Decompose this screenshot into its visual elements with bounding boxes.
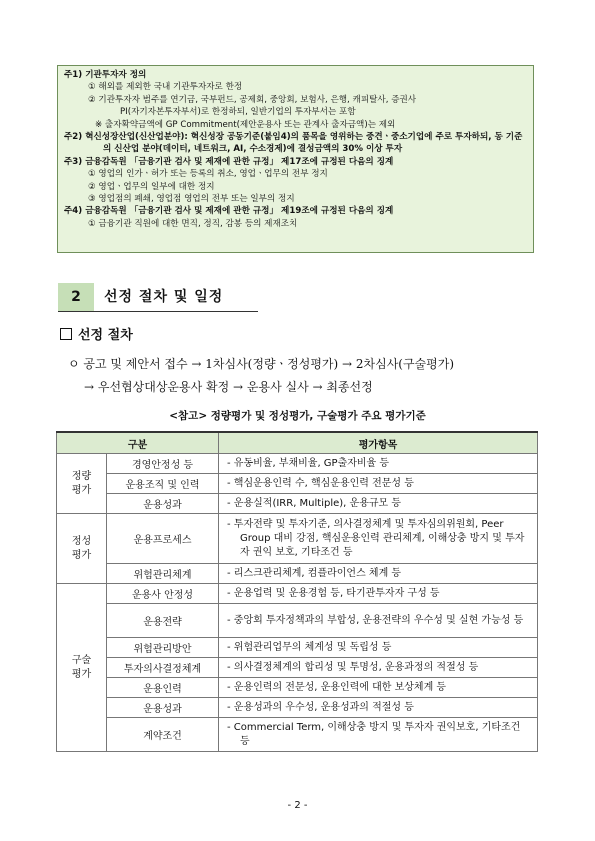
- criteria-items: - 유동비율, 부채비율, GP출자비율 등: [219, 454, 538, 474]
- criteria-items-text: - Commercial Term, 이해상충 방지 및 투자자 권익보호, 기타조건 등: [227, 721, 521, 747]
- criteria-name: 운용사 안정성: [107, 584, 219, 604]
- subsection-title: 선정 절차: [78, 328, 133, 343]
- table-row: [57, 474, 538, 494]
- note-line: PI(자기자본투자부서)로 한정하되, 일반기업의 투자부서는 포함: [120, 107, 356, 118]
- category-oral: 구술 평가: [57, 584, 107, 752]
- category-quantitative: 정량 평가: [57, 454, 107, 514]
- criteria-items: - 운용성과의 우수성, 운용성과의 적절성 등: [219, 698, 538, 718]
- table-caption: <참고> 정량평가 및 정성평가, 구술평가 주요 평가기준: [169, 410, 426, 422]
- criteria-name: 운용성과: [107, 494, 219, 514]
- process-flow-line-2: → 우선협상대상운용사 확정 → 운용사 실사 → 최종선정: [84, 380, 373, 394]
- criteria-name: 운용프로세스: [107, 514, 219, 564]
- note-line: ① 해외를 제외한 국내 기관투자자로 한정: [88, 82, 243, 93]
- evaluation-criteria-table: [56, 431, 538, 752]
- table-row: [57, 638, 538, 658]
- criteria-name: 위험관리방안: [107, 638, 219, 658]
- section-heading: [58, 283, 258, 311]
- note-line: 주4) 금융감독원 「금융기관 검사 및 제재에 관한 규정」 제19조에 규정된 다음의 징계: [64, 206, 394, 217]
- criteria-items-text: - 중앙회 투자정책과의 부합성, 운용전략의 우수성 및 실현 가능성 등: [227, 614, 524, 626]
- criteria-items: [219, 604, 538, 638]
- criteria-name: 운용인력: [107, 678, 219, 698]
- note-line: ① 금융기관 직원에 대한 면직, 정직, 감봉 등의 제재조치: [88, 218, 298, 229]
- table-row: [57, 454, 538, 474]
- section-number: 2: [58, 283, 94, 311]
- table-row: [57, 514, 538, 564]
- criteria-name: 위험관리체계: [107, 564, 219, 584]
- table-row: [57, 718, 538, 752]
- checkbox-square-icon: [60, 328, 72, 340]
- note-line: 주1) 기관투자자 정의: [64, 70, 147, 80]
- criteria-items: - 리스크관리체계, 컴플라이언스 체계 등: [219, 564, 538, 584]
- criteria-items: - 핵심운용인력 수, 핵심운용인력 전문성 등: [219, 474, 538, 494]
- criteria-name: 운용성과: [107, 698, 219, 718]
- note-line: ② 기관투자자 범주를 연기금, 국부펀드, 공제회, 중앙회, 보험사, 은행, 캐피탈사, 증권사: [88, 94, 417, 105]
- criteria-items: - 의사결정체계의 합리성 및 투명성, 운용과정의 적절성 등: [219, 658, 538, 678]
- notes-box: [57, 65, 534, 253]
- criteria-items: - 위험관리업무의 체계성 및 독립성 등: [219, 638, 538, 658]
- header-category: 구분: [57, 432, 219, 454]
- criteria-name: 운용조직 및 인력: [107, 474, 219, 494]
- category-qualitative: 정성 평가: [57, 514, 107, 584]
- note-line: 주2) 혁신성장산업(신산업분야): 혁신성장 공동기준(붙임4)의 품목을 영위하는 중견ㆍ중소기업에 주로 투자하되, 동 기준의 신산업 분야(데이터, 네트워크, AI, 수소경제)에 결성금액의 30% 이상 투자: [64, 132, 523, 155]
- criteria-items: - 운용업력 및 운용경험 등, 타기관투자자 구성 등: [219, 584, 538, 604]
- note-line: ① 영업의 인가ㆍ허가 또는 등록의 취소, 영업ㆍ업무의 전부 정지: [88, 169, 328, 180]
- note-line: ② 영업ㆍ업무의 일부에 대한 정지: [88, 181, 215, 192]
- note-line: ※ 출자확약금액에 GP Commitment(제안운용사 또는 관계사 출자금액)는 제외: [95, 119, 396, 130]
- table-row: [57, 604, 538, 638]
- note-line: 주3) 금융감독원 「금융기관 검사 및 제재에 관한 규정」 제17조에 규정된 다음의 징계: [64, 156, 394, 167]
- criteria-name: 투자의사결정체계: [107, 658, 219, 678]
- subsection-heading: [60, 324, 133, 343]
- table-row: [57, 494, 538, 514]
- criteria-items: - 운용인력의 전문성, 운용인력에 대한 보상체계 등: [219, 678, 538, 698]
- note-line: ③ 영업점의 폐쇄, 영업점 영업의 전부 또는 일부의 정지: [88, 194, 295, 205]
- table-row: [57, 678, 538, 698]
- section-title: 선정 절차 및 일정: [104, 289, 224, 305]
- criteria-name: 계약조건: [107, 718, 219, 752]
- criteria-items-text: - 투자전략 및 투자기준, 의사결정체계 및 투자심의위원회, Peer Group 대비 강점, 핵심운용인력 관리체계, 이해상충 방지 및 투자자 권익 보호, 기타조건 등: [227, 518, 525, 558]
- page-number: - 2 -: [287, 800, 308, 811]
- table-row: [57, 564, 538, 584]
- process-flow-line-1: ㅇ 공고 및 제안서 접수 → 1차심사(정량ㆍ정성평가) → 2차심사(구술평가): [68, 357, 455, 371]
- criteria-name: 경영안정성 등: [107, 454, 219, 474]
- table-header-row: [57, 432, 538, 454]
- criteria-name: 운용전략: [107, 604, 219, 638]
- criteria-items: [219, 514, 538, 564]
- criteria-items: [219, 718, 538, 752]
- criteria-items: - 운용실적(IRR, Multiple), 운용규모 등: [219, 494, 538, 514]
- header-items: 평가항목: [219, 432, 538, 454]
- section-underline: [58, 311, 258, 312]
- table-row: [57, 698, 538, 718]
- table-row: [57, 584, 538, 604]
- table-row: [57, 658, 538, 678]
